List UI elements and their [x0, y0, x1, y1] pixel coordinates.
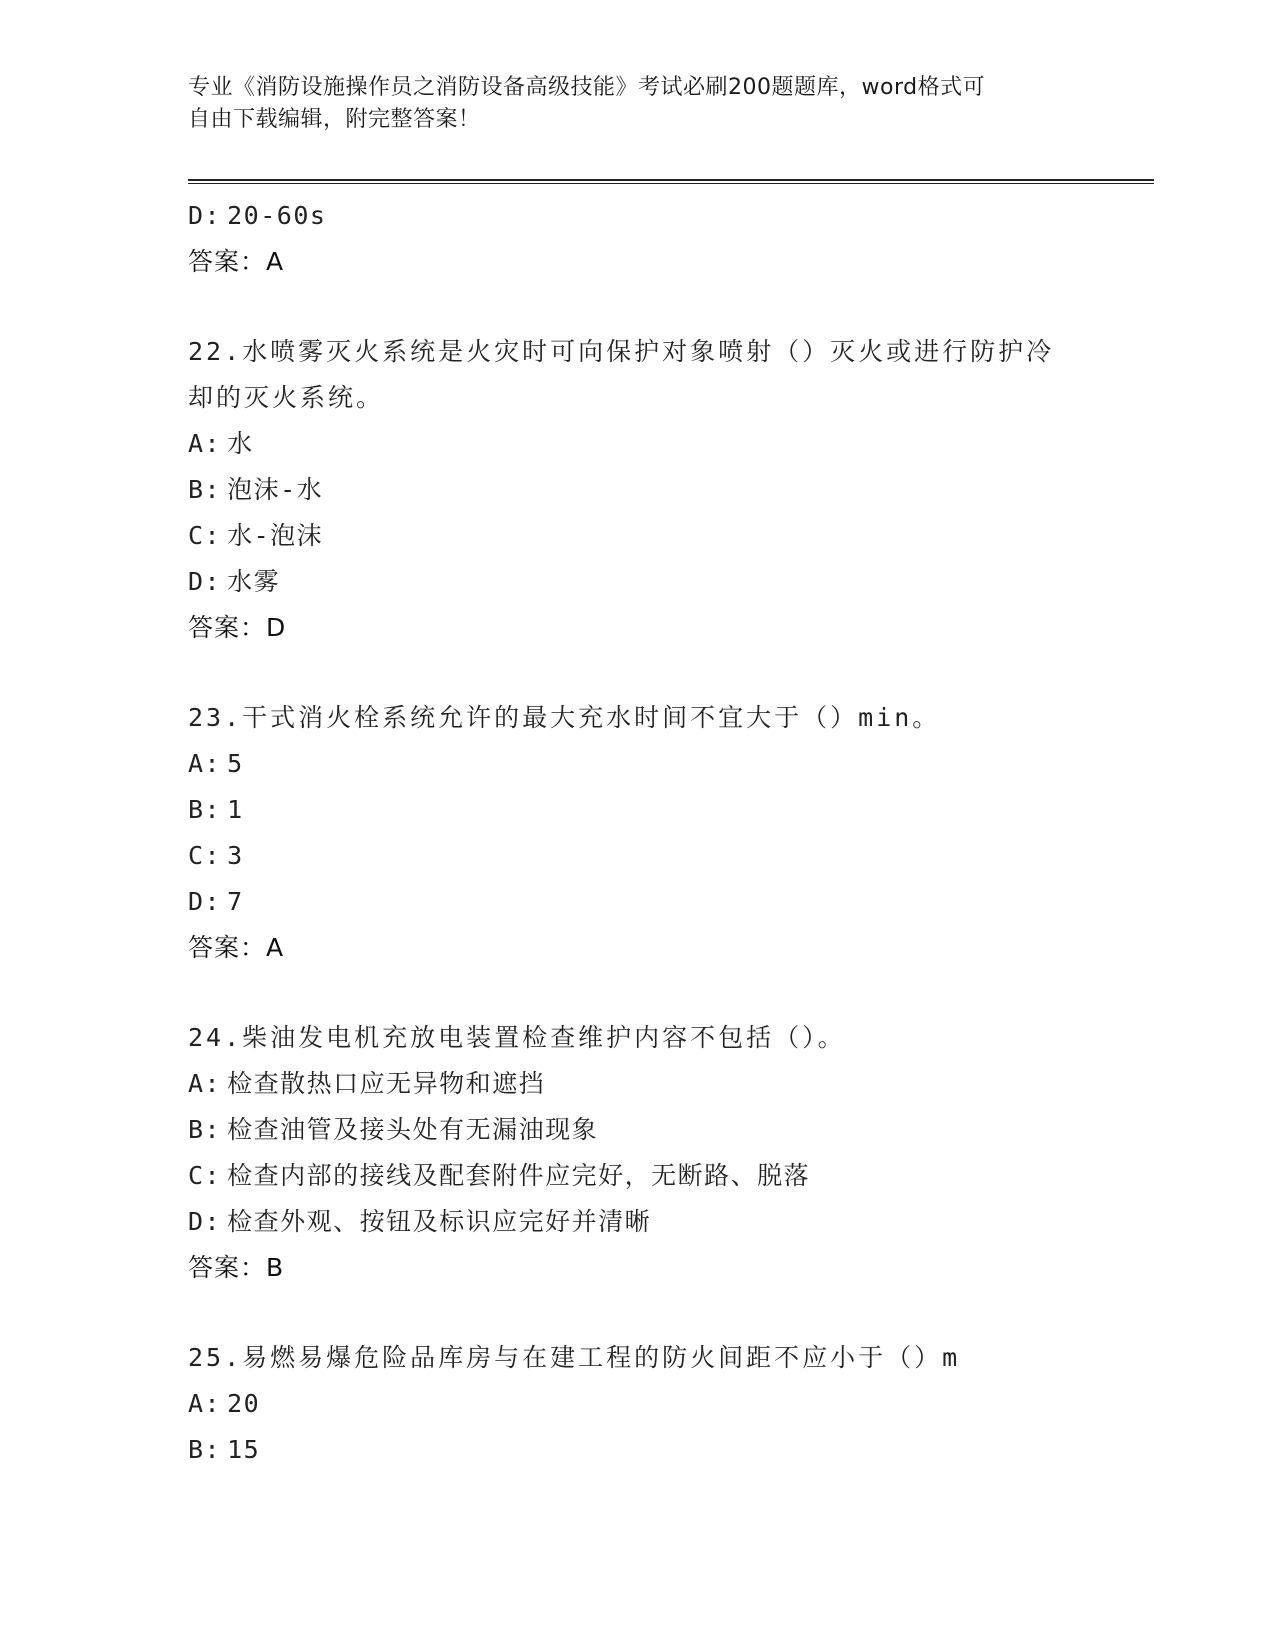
option-label: B:	[188, 1115, 222, 1144]
option-c	[188, 1153, 1148, 1199]
question-stem: 25.易燃易爆危险品库房与在建工程的防火间距不应小于（）m	[188, 1343, 961, 1372]
option-label: D:	[188, 201, 222, 230]
option-label: D:	[188, 1207, 222, 1236]
header-line-2: 自由下载编辑，附完整答案！	[188, 107, 481, 132]
question-stem: 22.水喷雾灭火系统是火灾时可向保护对象喷射（）灭火或进行防护冷却的灭火系统。	[188, 337, 1055, 412]
answer-line: 答案：A	[188, 933, 285, 962]
option-text: 水	[227, 429, 254, 458]
question-stem: 23.干式消火栓系统允许的最大充水时间不宜大于（）min。	[188, 703, 941, 732]
option-text: 7	[227, 887, 244, 916]
option-d	[188, 879, 1148, 925]
option-a	[188, 421, 1148, 467]
option-d	[188, 193, 1148, 239]
option-c	[188, 833, 1148, 879]
option-label: A:	[188, 749, 222, 778]
option-label: A:	[188, 1069, 222, 1098]
option-label: C:	[188, 1161, 222, 1190]
option-a	[188, 1381, 1148, 1427]
option-text: 3	[227, 841, 244, 870]
option-text: 检查外观、按钮及标识应完好并清晰	[227, 1207, 652, 1236]
option-b	[188, 787, 1148, 833]
option-text: 水雾	[227, 567, 281, 596]
option-text: 1	[227, 795, 244, 824]
option-b	[188, 1427, 1148, 1473]
option-text: 20	[227, 1389, 261, 1418]
option-label: B:	[188, 475, 222, 504]
option-text: 5	[227, 749, 244, 778]
option-b	[188, 467, 1148, 513]
option-a	[188, 741, 1148, 787]
option-label: B:	[188, 795, 222, 824]
option-text: 20-60s	[227, 201, 327, 230]
option-label: A:	[188, 1389, 222, 1418]
option-label: C:	[188, 521, 222, 550]
option-text: 15	[227, 1435, 261, 1464]
option-label: C:	[188, 841, 222, 870]
option-text: 检查油管及接头处有无漏油现象	[227, 1115, 599, 1144]
option-text: 泡沫-水	[227, 475, 324, 504]
option-label: B:	[188, 1435, 222, 1464]
option-text: 水-泡沫	[227, 521, 324, 550]
document-header	[188, 72, 1088, 136]
option-b	[188, 1107, 1148, 1153]
option-d	[188, 1199, 1148, 1245]
question-list	[188, 193, 1148, 1473]
option-text: 检查散热口应无异物和遮挡	[227, 1069, 546, 1098]
answer-line: 答案：A	[188, 247, 285, 276]
option-d	[188, 559, 1148, 605]
option-c	[188, 513, 1148, 559]
option-label: D:	[188, 567, 222, 596]
option-label: D:	[188, 887, 222, 916]
header-line-1: 专业《消防设施操作员之消防设备高级技能》考试必刷200题题库，word格式可	[188, 75, 986, 100]
option-a	[188, 1061, 1148, 1107]
option-label: A:	[188, 429, 222, 458]
option-text: 检查内部的接线及配套附件应完好，无断路、脱落	[227, 1161, 811, 1190]
question-stem: 24.柴油发电机充放电装置检查维护内容不包括（）。	[188, 1023, 846, 1052]
header-divider	[188, 179, 1154, 184]
answer-line: 答案：B	[188, 1253, 285, 1282]
answer-line: 答案：D	[188, 613, 287, 642]
